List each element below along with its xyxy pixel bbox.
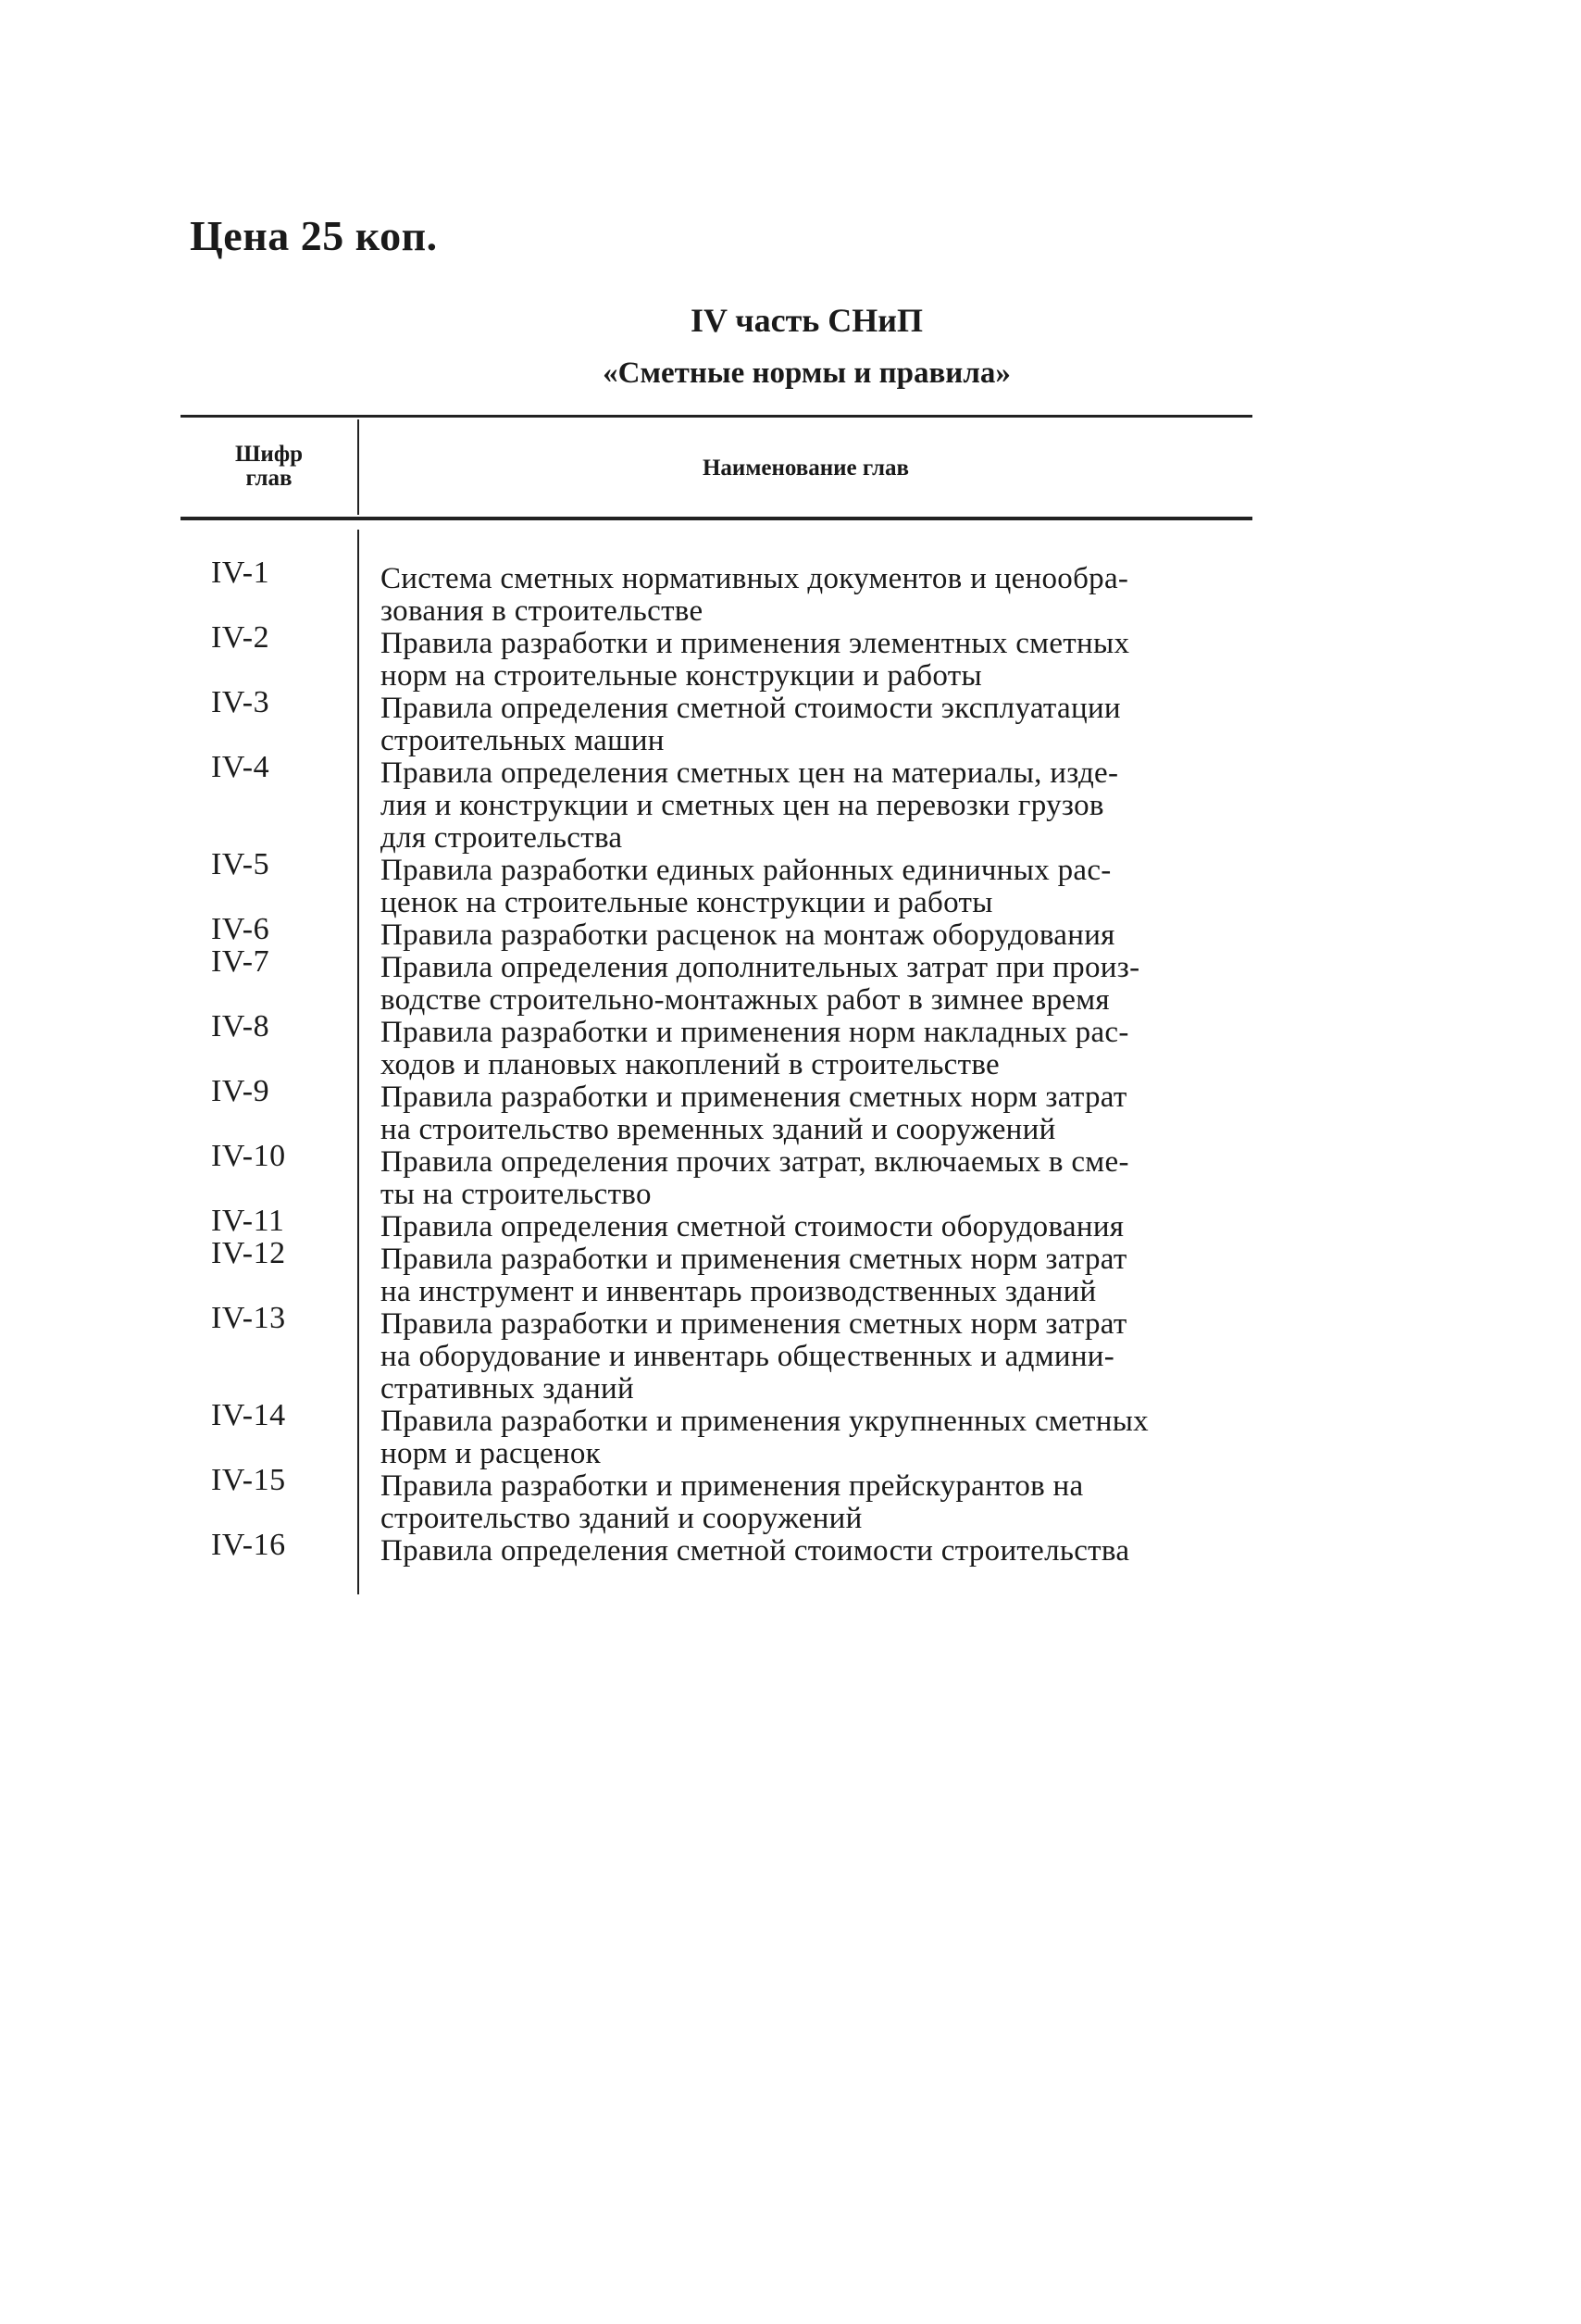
chapter-code: IV-2 xyxy=(211,620,270,655)
chapter-code: IV-6 xyxy=(211,912,270,946)
chapter-name-line: ценок на строительные конструкции и работы xyxy=(380,886,993,919)
chapter-name-line: на строительство временных зданий и сооружений xyxy=(380,1113,1056,1146)
chapter-name-line: Правила разработки и применения прейскурантов на xyxy=(380,1469,1084,1503)
chapter-code: IV-15 xyxy=(211,1463,286,1497)
column-header-code xyxy=(181,443,357,492)
chapter-name-line: Правила определения дополнительных затрат при произ- xyxy=(380,951,1140,984)
chapter-name-line: ты на строительство xyxy=(380,1178,652,1211)
chapter-name-line: водстве строительно-монтажных работ в зимнее время xyxy=(380,983,1110,1017)
chapter-name-line: лия и конструкции и сметных цен на перевозки грузов xyxy=(380,789,1104,822)
chapter-code: IV-4 xyxy=(211,750,270,784)
chapter-name-line: Система сметных нормативных документов и ценообра- xyxy=(380,562,1129,595)
chapter-name-line: ходов и плановых накоплений в строительстве xyxy=(380,1048,1000,1081)
chapter-code: IV-11 xyxy=(211,1204,285,1238)
chapter-name xyxy=(380,1308,1269,1406)
chapter-name-line: для строительства xyxy=(380,821,623,855)
chapter-name xyxy=(380,1211,1269,1243)
chapter-name xyxy=(380,1470,1269,1535)
chapter-name-line: норм на строительные конструкции и работы xyxy=(380,659,982,693)
column-header-code-line: глав xyxy=(245,466,293,492)
chapter-name xyxy=(380,855,1269,919)
chapter-name-line: зования в строительстве xyxy=(380,594,703,628)
chapter-name-line: строительство зданий и сооружений xyxy=(380,1502,863,1535)
chapter-name-line: Правила разработки и применения норм накладных рас- xyxy=(380,1016,1129,1049)
column-header-name: Наименование глав xyxy=(702,456,910,481)
column-header-code-line: Шифр xyxy=(234,442,304,467)
chapter-name-line: Правила разработки и применения сметных норм затрат xyxy=(380,1307,1127,1341)
chapter-code: IV-8 xyxy=(211,1009,270,1043)
chapter-code: IV-13 xyxy=(211,1301,286,1335)
chapter-code: IV-16 xyxy=(211,1528,286,1562)
chapter-code: IV-3 xyxy=(211,685,270,719)
chapter-name-line: Правила разработки и применения сметных норм затрат xyxy=(380,1081,1127,1114)
body-divider xyxy=(357,530,359,1594)
chapter-name-line: Правила разработки и применения сметных норм затрат xyxy=(380,1243,1127,1276)
chapter-name-line: строительных машин xyxy=(380,724,665,757)
chapter-name-line: Правила определения сметной стоимости эксплуатации xyxy=(380,692,1121,725)
table-header-rule xyxy=(181,517,1252,520)
chapter-name xyxy=(380,1081,1269,1146)
chapter-name-line: Правила определения сметной стоимости оборудования xyxy=(380,1210,1125,1243)
chapter-name-line: норм и расценок xyxy=(380,1437,601,1470)
chapter-name-line: Правила разработки и применения укрупненных сметных xyxy=(380,1405,1149,1438)
price-label: Цена 25 коп. xyxy=(190,212,438,259)
chapter-code: IV-12 xyxy=(211,1236,286,1270)
chapter-name-line: Правила определения прочих затрат, включаемых в сме- xyxy=(380,1145,1129,1179)
chapter-name-line: Правила определения сметной стоимости строительства xyxy=(380,1534,1130,1568)
document-title: IV часть СНиП xyxy=(690,302,924,339)
chapter-name xyxy=(380,757,1269,855)
chapter-name xyxy=(380,1146,1269,1211)
chapter-name-line: на оборудование и инвентарь общественных и админи- xyxy=(380,1340,1115,1373)
chapter-name xyxy=(380,693,1269,757)
chapter-name-line: Правила разработки расценок на монтаж оборудования xyxy=(380,918,1115,952)
chapter-name xyxy=(380,1017,1269,1081)
chapter-name xyxy=(380,628,1269,693)
chapter-name-line: Правила определения сметных цен на материалы, изде- xyxy=(380,756,1119,790)
chapter-code: IV-5 xyxy=(211,847,270,881)
chapter-name xyxy=(380,1243,1269,1308)
chapter-name xyxy=(380,563,1269,628)
chapter-code: IV-14 xyxy=(211,1398,286,1432)
chapter-name-line: на инструмент и инвентарь производственных зданий xyxy=(380,1275,1097,1308)
chapter-code: IV-9 xyxy=(211,1074,270,1108)
chapter-name-line: стративных зданий xyxy=(380,1372,634,1406)
chapter-name-line: Правила разработки единых районных единичных рас- xyxy=(380,854,1112,887)
chapter-name-line: Правила разработки и применения элементных сметных xyxy=(380,627,1130,660)
chapter-name xyxy=(380,1406,1269,1470)
document-subtitle: «Сметные нормы и правила» xyxy=(603,356,1011,390)
chapter-name xyxy=(380,919,1269,952)
chapter-code: IV-10 xyxy=(211,1139,286,1173)
chapter-code: IV-1 xyxy=(211,556,270,590)
chapter-name xyxy=(380,952,1269,1017)
table-top-rule xyxy=(181,415,1252,418)
chapter-name xyxy=(380,1535,1269,1568)
chapter-code: IV-7 xyxy=(211,944,270,979)
